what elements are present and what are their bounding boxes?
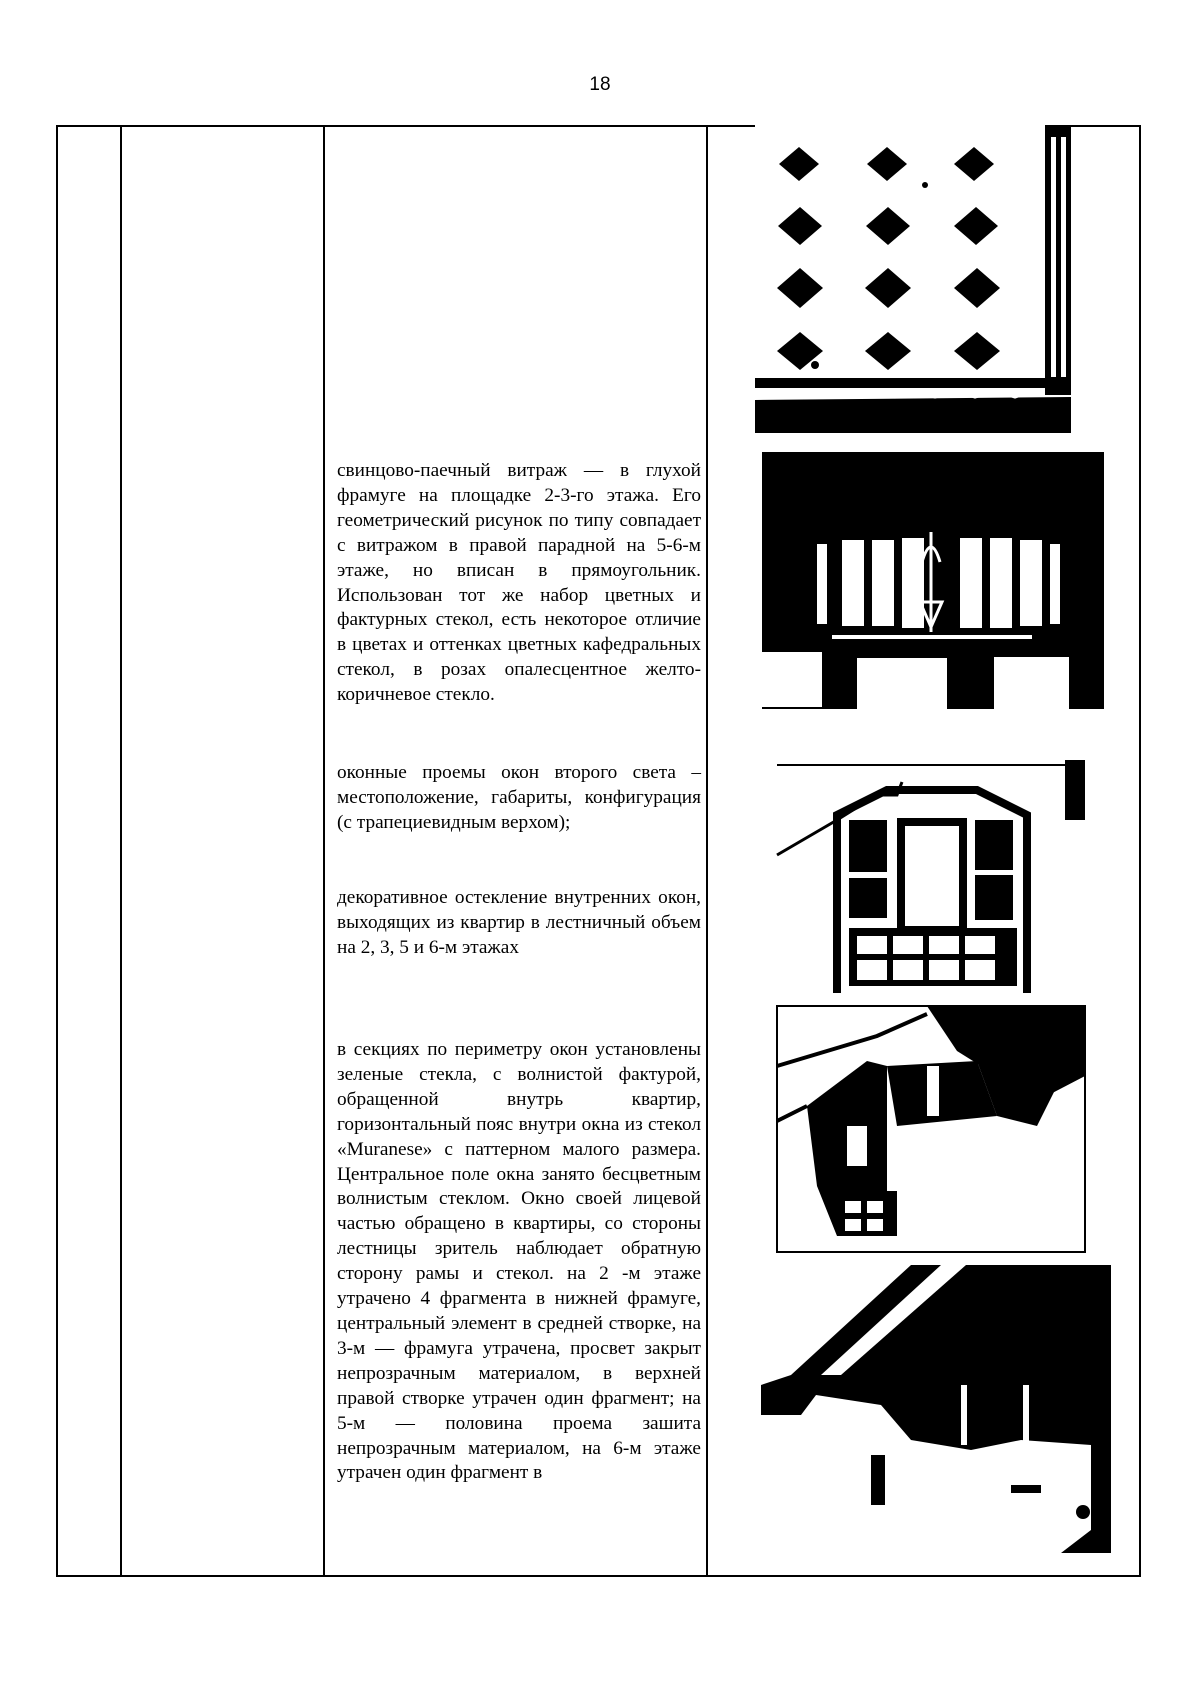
column-divider-1 <box>120 125 122 1577</box>
stained-glass-description: свинцово-паечный витраж — в глухой фрамуге на площадке 2-3-го этажа. Его геометрический рисунок по типу совпадает с витражом в правой парадной на 5-6-м этаже, но вписан в прямоугольник. Использован тот же набор цветных и фактурных стекол, есть некоторое отличие в цветах и оттенках цветных кафедральных стекол, в розах опалесцентное желто-коричневое стекло. <box>337 460 701 706</box>
stained-glass-photo <box>755 125 1071 433</box>
page-number: 18 <box>589 74 611 95</box>
inner-glazing-description: декоративное остекление внутренних окон, выходящих из квартир в лестничный объем на 2, 3, 5 и 6-м этажах <box>337 887 701 958</box>
column-divider-2 <box>323 125 325 1577</box>
column-divider-3 <box>706 125 708 1577</box>
window-closeup-photo <box>761 1265 1111 1553</box>
transom-window-photo <box>762 452 1104 709</box>
trapezoid-window-photo <box>777 760 1085 993</box>
glass-sections-description: в секциях по периметру окон установлены зеленые стекла, с волнистой фактурой, обращенной внутрь квартир, горизонтальный пояс внутри окна из стекол «Muranese» с паттерном малого размера. Центральное поле окна занято бесцветным волнистым стеклом. Окно своей лицевой частью обращено в квартиры, со стороны лестницы зритель наблюдает обратную сторону рамы и стекол. на 2 -м этаже утрачено 4 фрагмента в нижней фрамуге, центральный элемент в средней створке, на 3-м — фрамуга утрачена, просвет закрыт непрозрачным материалом, в верхней правой створке утрачен один фрагмент; на 5-м — половина проема зашита непрозрачным материалом, на 6-м этаже утрачен один фрагмент в <box>337 1039 701 1484</box>
window-openings-description: оконные проемы окон второго света – местоположение, габариты, конфигурация (с трапециевидным верхом); <box>337 762 701 833</box>
window-angle-photo <box>777 1006 1085 1252</box>
